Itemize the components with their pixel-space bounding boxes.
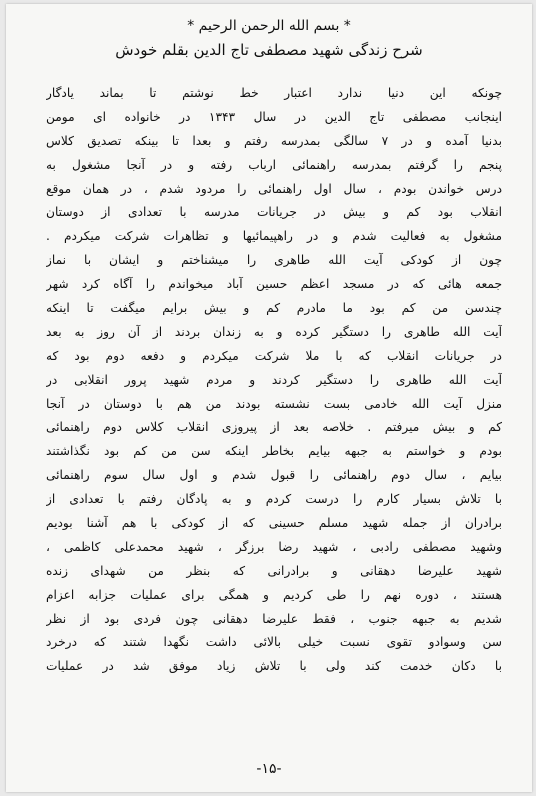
text-line: با تلاش بسیار کارم را درست کردم و به پادگان رفتم با تعدادی از (46, 492, 502, 507)
text-line: پنجم را گرفتم بمدرسه راهنمائی ارباب رفته و در آنجا مشغول به (46, 157, 502, 172)
text-line: منزل آیت الله خادمی بست نشسته بودند من هم با دوستان در آنجا (46, 396, 502, 411)
text-line: آیت الله طاهری را دستگیر کردند و مردم شهید پرور انقلابی در (46, 372, 502, 387)
page-title: شرح زندگی شهید مصطفی تاج الدین بقلم خودش (115, 41, 423, 59)
text-line: شدیم به جبهه جنوب ، فقط علیرضا دهقانی چون فردی بود از نظر (46, 611, 502, 626)
text-line: بیایم ، سال دوم راهنمائی را قبول شدم و اول سال سوم راهنمائی (46, 468, 502, 483)
text-line: در جریانات انقلاب که با ملا شرکت میکردم و دفعه دوم بود که (46, 348, 502, 363)
text-line: کم و بیش میرفتم . خلاصه بعد از پیروزی انقلاب کلاس دوم راهنمائی (46, 420, 502, 435)
text-line: اینجانب مصطفی تاج الدین در سال ۱۳۴۳ در خانواده ای مومن (46, 109, 502, 124)
text-line: بودم و خواستم به جبهه بیایم بخاطر اینکه سن من کم بود نگذاشتند (46, 444, 502, 459)
text-line: برادران از جمله شهید مسلم حسینی که از کودکی با هم آشنا بودیم (46, 516, 502, 531)
page-number: -۱۵- (256, 761, 282, 777)
text-line: بدنیا آمده و در ۷ سالگی بمدرسه رفتم و بعدا تا بینکه تصدیق کلاس (46, 133, 502, 148)
text-line: چونکه این دنیا ندارد اعتبار خط نوشتم تا بماند یادگار (46, 86, 502, 100)
body-text (46, 82, 502, 679)
bismillah-heading: * بسم الله الرحمن الرحيم * (187, 18, 351, 34)
text-line: سن وسوادو تقوی نسبت خیلی بالائی داشت نگهدا شتند که درخرد (46, 635, 502, 650)
text-line: وشهید مصطفی رادبی ، شهید رضا برزگر ، شهید محمدعلی کاظمی ، (46, 539, 502, 554)
text-line: انقلاب بود کم و بیش در جریانات مدرسه با تعدادی از دوستان (46, 205, 502, 220)
text-line: چندسن من کم بود ما مادرم کم و بیش برایم میگفت تا اینکه (46, 301, 502, 316)
text-line: آیت الله طاهری را دستگیر کرده و به زندان بردند از آن روز به بعد (46, 324, 502, 339)
text-line: شهید علیرضا دهقانی و برادرانی که بنظر من شهدای زنده (46, 563, 502, 578)
text-line: مشغول به فعالیت شدم و در راهپیمائیها و تظاهرات شرکت میکردم . (46, 229, 502, 244)
text-line: جمعه هائی که در مسجد اعظم حسین آباد میخواندم را آگاه کرد شهر (46, 277, 502, 292)
text-line: درس خواندن بودم ، سال اول راهنمائی را مردود شدم ، در همان موقع (46, 181, 502, 196)
text-line: چون از کودکی آیت الله طاهری را میشناختم و ایشان با نماز (46, 253, 502, 268)
text-line: هستند ، دوره نهم را طی کردیم و همگی برای عملیات جزابه اعزام (46, 587, 502, 602)
document-page (6, 4, 532, 792)
text-line: با دکان خدمت کند ولی با تلاش زیاد موفق شد در عملیات (46, 659, 502, 674)
